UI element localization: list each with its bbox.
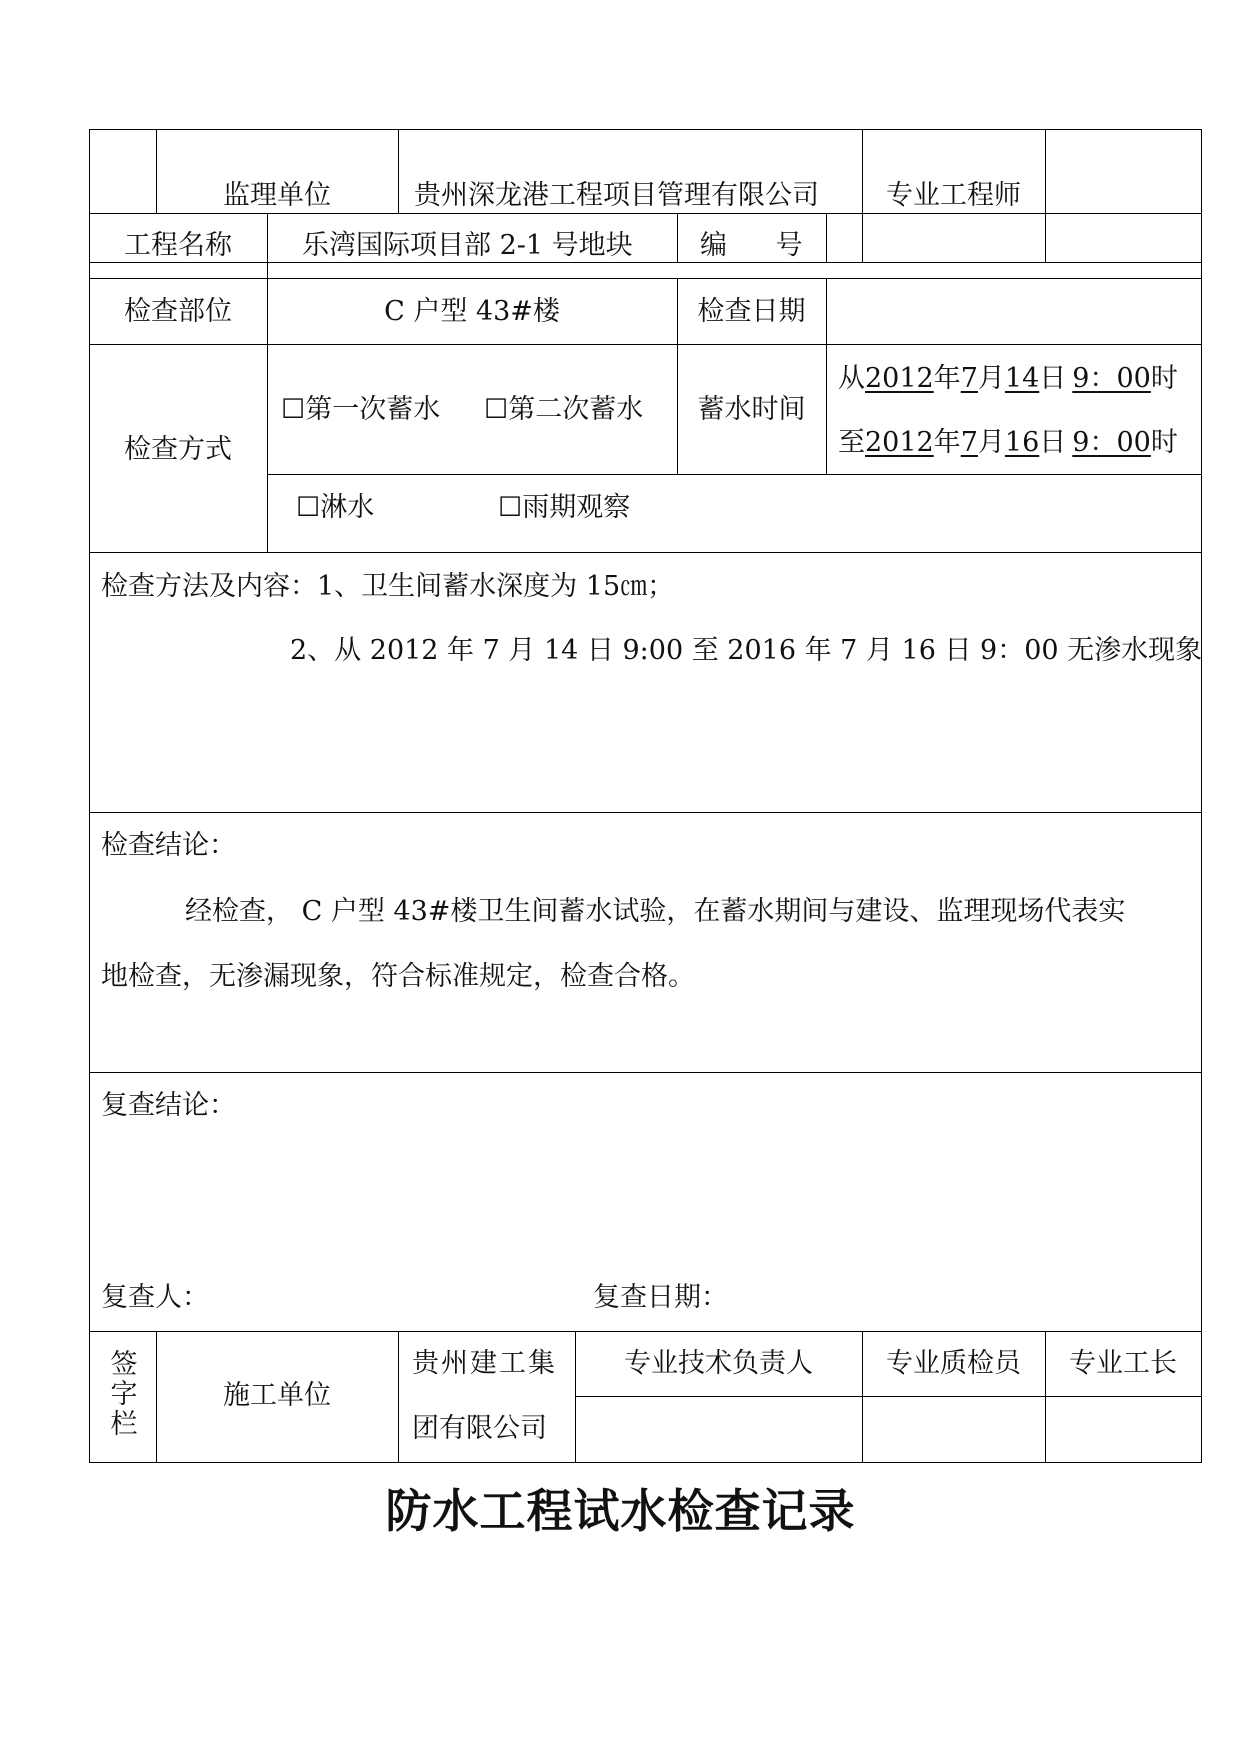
from-day: 14	[1004, 363, 1040, 394]
location-label: 检查部位	[124, 296, 232, 327]
sprinkle-checkbox[interactable]: ☐淋水	[296, 492, 375, 523]
signature-column-char: 签	[110, 1349, 138, 1380]
rule	[89, 213, 1201, 214]
rule	[398, 129, 399, 214]
rule	[89, 1072, 1201, 1073]
signature-column-label	[92, 1350, 156, 1440]
to-day: 16	[1004, 427, 1040, 458]
rain-observation-checkbox[interactable]: ☐雨期观察	[498, 492, 631, 523]
conclusion-line-2: 地检查，无渗漏现象，符合标准规定，检查合格。	[101, 961, 695, 992]
year-unit: 年	[933, 363, 961, 394]
rule	[89, 129, 1201, 130]
second-storage-checkbox[interactable]: ☐第二次蓄水	[484, 394, 644, 425]
engineer-label: 专业工程师	[886, 180, 1021, 211]
to-time: 9：00	[1072, 427, 1151, 458]
from-prefix: 从	[838, 363, 865, 394]
rule	[826, 213, 827, 263]
rule	[89, 1462, 1201, 1463]
rule	[267, 213, 268, 553]
signature-column-text	[92, 1350, 156, 1440]
rule	[398, 1331, 399, 1462]
content-line-1: 检查方法及内容：1、卫生间蓄水深度为 15㎝；	[101, 571, 675, 602]
contractor-name-line-2: 团有限公司	[412, 1413, 547, 1444]
review-date-label: 复查日期：	[593, 1282, 728, 1313]
rule	[267, 474, 1201, 475]
hour-unit: 时	[1150, 363, 1178, 394]
rule	[575, 1396, 1201, 1397]
month-unit: 月	[977, 427, 1005, 458]
rule	[89, 812, 1201, 813]
supervision-value: 贵州深龙港工程项目管理有限公司	[414, 180, 819, 211]
quality-inspector-label: 专业质检员	[886, 1348, 1021, 1379]
rule	[1201, 129, 1202, 1463]
rule	[89, 278, 1201, 279]
rule	[826, 278, 827, 475]
conclusion-line-1: 经检查， C 户型 43#楼卫生间蓄水试验，在蓄水期间与建设、监理现场代表实	[185, 896, 1126, 927]
to-year: 2012	[865, 427, 934, 458]
hour-unit: 时	[1150, 427, 1178, 458]
signature-column-char: 字	[110, 1379, 138, 1410]
content-line-2: 2、从 2012 年 7 月 14 日 9:00 至 2016 年 7 月 16 日 9：00 无渗水现象	[290, 635, 1203, 666]
tech-lead-label: 专业技术负责人	[624, 1348, 813, 1379]
day-unit: 日	[1039, 427, 1067, 458]
inspection-date-label: 检查日期	[697, 296, 806, 327]
project-value: 乐湾国际项目部 2-1 号地块	[302, 230, 633, 261]
foreman-label: 专业工长	[1069, 1348, 1177, 1379]
rule	[89, 262, 1201, 263]
first-storage-checkbox[interactable]: ☐第一次蓄水	[281, 394, 441, 425]
to-month: 7	[960, 427, 978, 458]
from-year: 2012	[865, 363, 934, 394]
document-title: 防水工程试水检查记录	[385, 1484, 856, 1538]
from-month: 7	[960, 363, 978, 394]
rule	[677, 213, 678, 263]
to-prefix: 至	[838, 427, 865, 458]
review-label: 复查结论：	[101, 1090, 236, 1121]
number-label: 编 号	[700, 230, 803, 261]
contractor-label: 施工单位	[223, 1380, 331, 1411]
rule	[1045, 129, 1046, 263]
signature-column-char: 栏	[110, 1409, 138, 1440]
day-unit: 日	[1039, 363, 1067, 394]
storage-to	[838, 427, 1178, 459]
reviewer-label: 复查人：	[101, 1282, 209, 1313]
contractor-name-line-1: 贵州建工集	[412, 1348, 557, 1379]
project-label: 工程名称	[124, 230, 232, 261]
rule	[89, 344, 1201, 345]
month-unit: 月	[977, 363, 1005, 394]
year-unit: 年	[933, 427, 961, 458]
conclusion-label: 检查结论：	[101, 830, 236, 861]
rule	[89, 552, 1201, 553]
supervision-label: 监理单位	[223, 180, 331, 211]
storage-time-label: 蓄水时间	[697, 394, 806, 425]
from-time: 9：00	[1072, 363, 1151, 394]
storage-from	[838, 363, 1178, 395]
rule	[89, 129, 90, 1463]
location-value: C 户型 43#楼	[384, 296, 560, 327]
rule	[89, 1331, 1201, 1332]
method-label: 检查方式	[124, 434, 232, 465]
